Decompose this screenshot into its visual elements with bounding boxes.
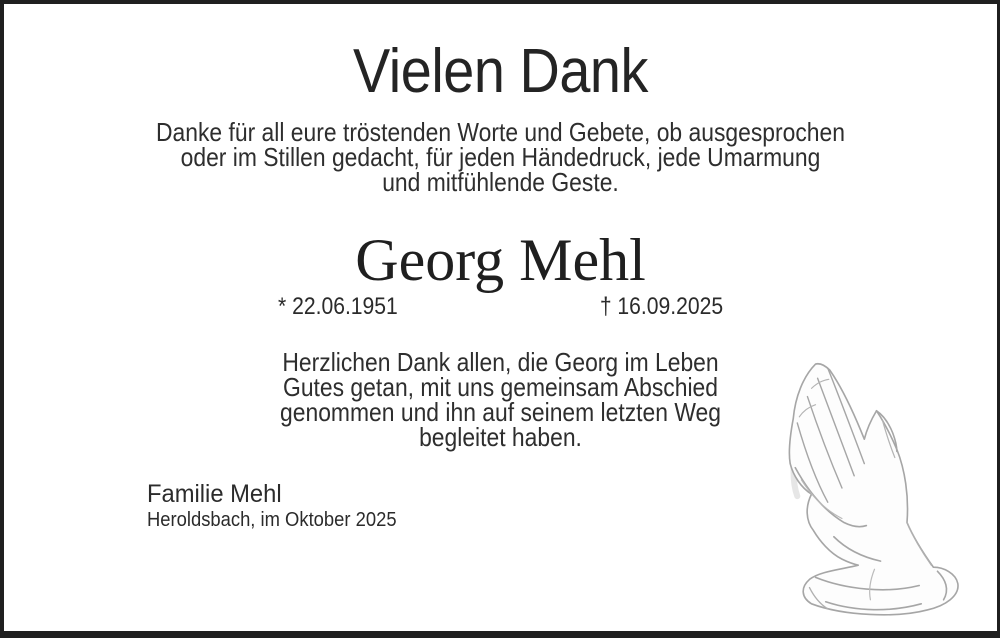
thanks-line-2: Gutes getan, mit uns gemeinsam Abschied [283, 372, 718, 402]
birth-date: * 22.06.1951 [277, 293, 398, 320]
deceased-name: Georg Mehl [355, 227, 646, 293]
praying-hands-icon [785, 362, 965, 616]
intro-line-3: und mitfühlende Geste. [382, 167, 619, 197]
intro-line-1: Danke für all eure tröstenden Worte und Gebete, ob ausgesprochen [156, 117, 845, 147]
family-name: Familie Mehl [147, 480, 282, 508]
life-dates [278, 294, 724, 320]
thanks-line-3: genommen und ihn auf seinem letzten Weg [280, 397, 721, 427]
place-date-line: Heroldsbach, im Oktober 2025 [147, 509, 397, 531]
intro-paragraph [4, 117, 997, 197]
thanks-line-1: Herzlichen Dank allen, die Georg im Leben [282, 347, 719, 377]
intro-line-2: oder im Stillen gedacht, für jeden Händedruck, jede Umarmung [180, 142, 821, 172]
death-date: † 16.09.2025 [600, 293, 724, 320]
page-title: Vielen Dank [353, 37, 648, 106]
thanks-line-4: begleitet haben. [419, 422, 582, 452]
